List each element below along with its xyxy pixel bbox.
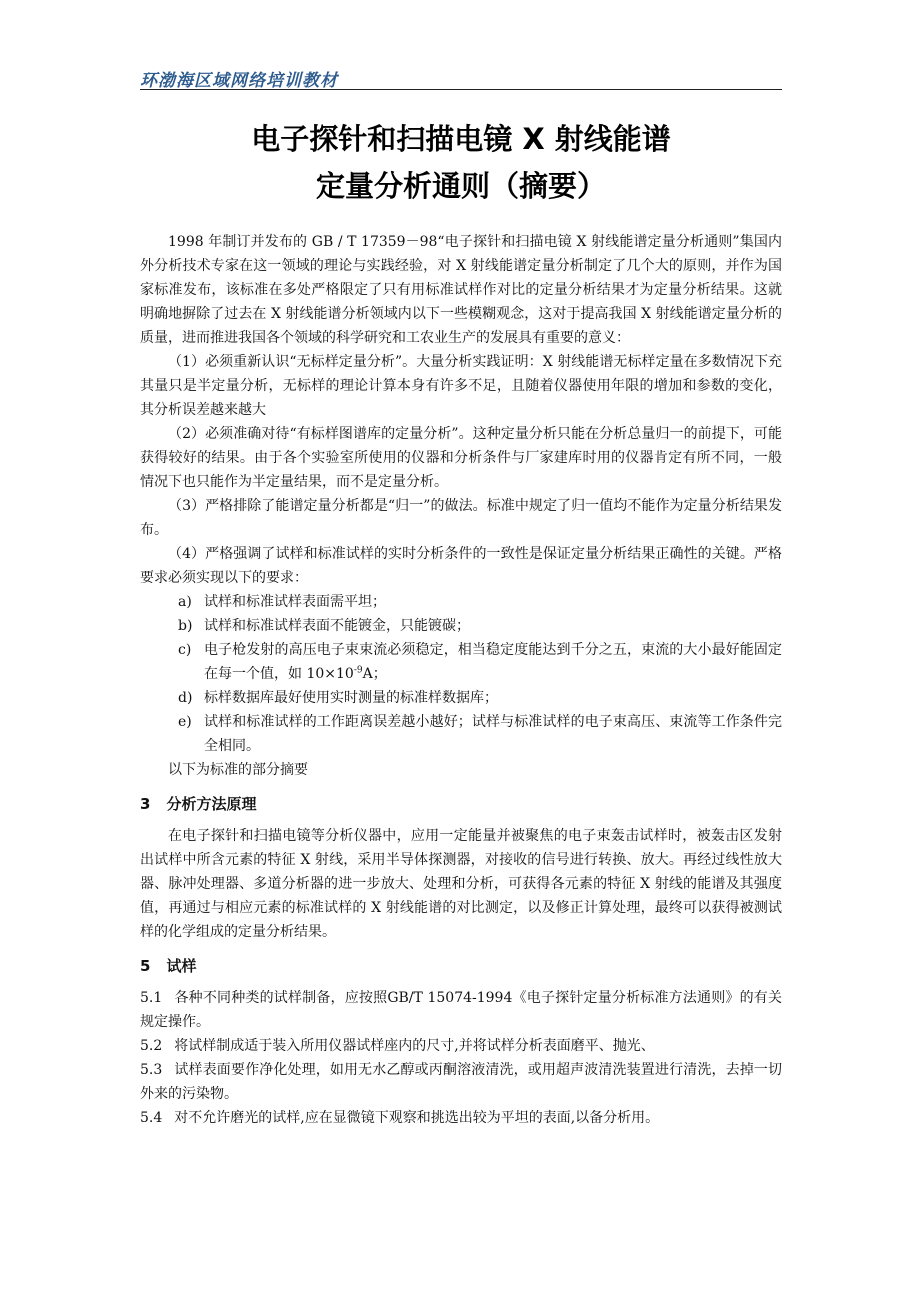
requirement-c-exponent: -9	[353, 665, 363, 676]
clause-5-3-text: 试样表面要作净化处理，如用无水乙醇或丙酮溶液清洗，或用超声波清洗装置进行清洗，去掉一切外来的污染物。	[140, 1062, 782, 1102]
requirement-e-label: e)	[178, 714, 192, 730]
principle-3: （3）严格排除了能谱定量分析都是“归一”的做法。标准中规定了归一值均不能作为定量分析结果发布。	[140, 498, 782, 538]
clause-5-3-number: 5.3	[140, 1062, 163, 1078]
excerpt-note: 以下为标准的部分摘要	[168, 762, 308, 778]
clause-5-1-text: 各种不同种类的试样制备，应按照GB/T 15074-1994《电子探针定量分析标准方法通则》的有关规定操作。	[140, 990, 782, 1030]
section-3-number: 3	[140, 795, 151, 813]
requirement-e	[140, 710, 782, 758]
clause-5-4-text: 对不允许磨光的试样,应在显微镜下观察和挑选出较为平坦的表面,以备分析用。	[174, 1110, 660, 1126]
requirement-a	[140, 590, 782, 614]
principle-1: （1）必须重新认识“无标样定量分析”。大量分析实践证明：X 射线能谱无标样定量在多数情况下充其量只是半定量分析，无标样的理论计算本身有许多不足，且随着仪器使用年限的增加和参数的变化，其分析误差越来越大	[140, 354, 782, 418]
section-5-heading	[140, 954, 782, 978]
requirement-b	[140, 614, 782, 638]
section-3-title: 分析方法原理	[166, 795, 257, 813]
requirement-c-text: 电子枪发射的高压电子束束流必须稳定，相当稳定度能达到千分之五，束流的大小最好能固定在每一个值，如 10×10	[204, 642, 782, 682]
requirement-e-text: 试样和标准试样的工作距离误差越小越好；试样与标准试样的电子束高压、束流等工作条件完全相同。	[204, 714, 782, 754]
clause-5-1	[140, 986, 782, 1034]
section-5-number: 5	[140, 957, 151, 975]
clause-5-4	[140, 1106, 782, 1130]
title-line-2: 定量分析通则（摘要）	[315, 169, 606, 203]
title-line-1: 电子探针和扫描电镜 X 射线能谱	[251, 122, 671, 156]
clause-5-2-number: 5.2	[140, 1038, 163, 1054]
requirement-c-label: c)	[178, 642, 192, 658]
requirement-d-label: d)	[178, 690, 193, 706]
clause-5-1-number: 5.1	[140, 990, 163, 1006]
requirement-c-unit: A；	[362, 666, 387, 682]
document-body	[140, 230, 782, 1130]
principle-2: （2）必须准确对待“有标样图谱库的定量分析”。这种定量分析只能在分析总量归一的前提下，可能获得较好的结果。由于各个实验室所使用的仪器和分析条件与厂家建库时用的仪器肯定有所不同，一般情况下也只能作为半定量结果，而不是定量分析。	[140, 426, 782, 490]
requirement-d-text: 标样数据库最好使用实时测量的标准样数据库；	[204, 690, 498, 706]
requirement-a-text: 试样和标准试样表面需平坦；	[204, 594, 386, 610]
requirement-a-label: a)	[178, 594, 192, 610]
header-divider	[140, 89, 782, 90]
requirement-b-text: 试样和标准试样表面不能镀金，只能镀碳；	[204, 618, 470, 634]
clause-5-4-number: 5.4	[140, 1110, 163, 1126]
clause-5-2-text: 将试样制成适于装入所用仪器试样座内的尺寸,并将试样分析表面磨平、抛光、	[174, 1038, 655, 1054]
principle-4: （4）严格强调了试样和标准试样的实时分析条件的一致性是保证定量分析结果正确性的关键。严格要求必须实现以下的要求：	[140, 546, 782, 586]
intro-paragraph: 1998 年制订并发布的 GB / T 17359－98“电子探针和扫描电镜 X 射线能谱定量分析通则”集国内外分析技术专家在这一领域的理论与实践经验，对 X 射线能谱定量分析制定了几个大的原则，并作为国家标准发布，该标准在多处严格限定了只有用标准试样作对比的定量分析结果才为定量分析结果。这就明确地摒除了过去在 X 射线能谱分析领域内以下一些模糊观念，这对于提高我国 X 射线能谱定量分析的质量，进而推进我国各个领域的科学研究和工农业生产的发展具有重要的意义：	[140, 234, 782, 346]
running-header: 环渤海区域网络培训教材	[140, 71, 338, 91]
requirement-d	[140, 686, 782, 710]
section-3-heading	[140, 792, 782, 816]
requirement-b-label: b)	[178, 618, 193, 634]
section-5-title: 试样	[166, 957, 197, 975]
section-3-paragraph: 在电子探针和扫描电镜等分析仪器中，应用一定能量并被聚焦的电子束轰击试样时，被轰击区发射出试样中所含元素的特征 X 射线，采用半导体探测器，对接收的信号进行转换、放大。再经过线性放大器、脉冲处理器、多道分析器的进一步放大、处理和分析，可获得各元素的特征 X 射线的能谱及其强度值，再通过与相应元素的标准试样的 X 射线能谱的对比测定，以及修正计算处理，最终可以获得被测试样的化学组成的定量分析结果。	[140, 828, 782, 940]
clause-5-2	[140, 1034, 782, 1058]
document-title	[140, 116, 782, 210]
clause-5-3	[140, 1058, 782, 1106]
requirement-c	[140, 638, 782, 686]
